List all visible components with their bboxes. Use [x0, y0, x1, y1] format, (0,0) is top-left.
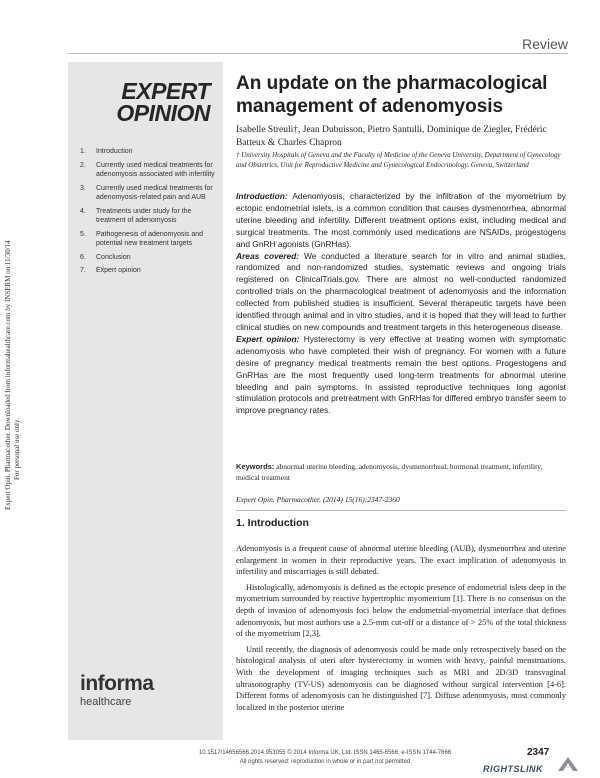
toc-number: 7. [80, 267, 86, 274]
toc-label: Currently used medical treatments for adenomyosis-related pain and AUB [96, 184, 213, 201]
paragraph: Until recently, the diagnosis of adenomyosis could be made only retrospectively based on the histological analysis of uteri after hysterectomy in women with heavy, painful menstruations. With the development of imaging techniques such as MRI and 2D/3D transvaginal ultrasonography (TV-US) adenomyosis can be diagnosed without surgical intervention [4-6]. Different forms of adenomyosis can be distinguished [7]. Diffuse adenomyosis, most commonly localized in the posterior uterine [236, 644, 566, 712]
table-of-contents [80, 147, 218, 280]
footer [175, 749, 475, 767]
journal-logo [98, 80, 210, 124]
toc-number: 4. [80, 207, 86, 215]
toc-number: 3. [80, 184, 86, 192]
header-rule [68, 53, 568, 54]
keywords-label: Keywords: [236, 462, 275, 471]
abstract-introduction [236, 191, 566, 251]
download-note-line2: For personal use only. [13, 418, 21, 480]
abstract-label: Introduction: [236, 191, 288, 201]
toc-label: Conclusion [96, 253, 131, 261]
authors: Isabelle Streuli†, Jean Dubuisson, Pietro Santulli, Dominique de Ziegler, Frédéric Batteux & Charles Chapron [236, 125, 547, 148]
publisher-subtitle: healthcare [80, 696, 132, 708]
abstract-label: Areas covered: [236, 250, 300, 261]
publisher-logo: informa [80, 672, 154, 695]
abstract-expert-opinion [236, 334, 566, 417]
abstract-label: Expert opinion: [236, 333, 300, 344]
page-number: 2347 [527, 747, 550, 758]
citation: Expert Opin. Pharmacother. (2014) 15(16):2347-2360 [236, 495, 400, 504]
logo-line1: EXPERT [121, 78, 210, 104]
toc-item[interactable] [80, 184, 218, 203]
toc-item[interactable] [80, 253, 218, 263]
toc-number: 6. [80, 253, 86, 261]
toc-number: 2. [80, 161, 86, 169]
footer-rights: All rights reserved: reproduction in whole or in part not permitted [239, 759, 411, 765]
toc-label: Expert opinion [96, 267, 141, 274]
download-note-line1: Expert Opin. Pharmacother. Downloaded from informahealthcare.com by INSERM on 11/30/14 [4, 240, 12, 510]
toc-item[interactable] [80, 266, 218, 276]
keywords [236, 462, 566, 483]
toc-item[interactable] [80, 230, 218, 249]
toc-item[interactable] [80, 207, 218, 226]
body-text [236, 543, 566, 717]
paragraph: Histologically, adenomyosis is defined as the ectopic presence of endometrial islets deep in the myometrium surrounded by reactive hypertrophic myometrium [1]. There is no consensus on the depth of invasion of adenomyosis foci below the endometrial-myometrial interface that defines adenomyosis, but most authors use a 2.5-mm cut-off or a distance of > 25% of the total thickness of the myometrium [2,3]. [236, 582, 566, 639]
paragraph: Adenomyosis is a frequent cause of abnormal uterine bleeding (AUB), dysmenorrhea and uterine enlargement in women in their reproductive years. The exact implication of adenomyosis in infertility and miscarriages is still debated. [236, 544, 566, 577]
toc-label: Introduction [96, 148, 133, 155]
rightslink-logo[interactable]: RIGHTSLINK [483, 764, 543, 774]
abstract-areas-covered [236, 251, 566, 334]
section-divider [236, 510, 566, 511]
abstract-text: We conducted a literature search for in vitro and animal studies, randomized and non-randomized studies, systematic reviews and ongoing trials registered on ClinicalTrials.gov. There are almost no well-conducted randomized controlled trials on the pharmacological treatment of adenomyosis and the information collected from published studies is insufficient. Several therapeutic targets have been identified through animal and in vitro studies, and it is hoped that they will lead to further clinical studies on new compounds and treatment targets in this heterogeneous disease. [236, 250, 566, 332]
footer-doi: 10.1517/14656566.2014.953055 © 2014 Informa UK, Ltd. ISSN 1465-6566, e-ISSN 1744-7666 [198, 750, 452, 756]
keywords-text: abnormal uterine bleeding, adenomyosis, dysmenorrheal, hormonal treatment, infertility, medical treatment [236, 462, 543, 482]
toc-number: 5. [80, 230, 86, 238]
logo-line2: OPINION [116, 100, 210, 126]
affiliation: † University Hospitals of Geneva and the Faculty of Medicine of the Geneva University, Department of Gynecology and Obstetrics, Unit for Reproductive Medicine and Gynecological Endocrinology, Geneva, Switzerland [236, 151, 561, 169]
abstract-text: Adenomyosis, characterized by the infiltration of the myometrium by ectopic endometrial islets, is a common condition that causes dysmenorrhea, abnormal uterine bleeding and infertility. Different treatment options exist, including medical and surgical treatments. The most commonly used medications are NSAIDs, progestogens and GnRH agonists (GnRHas). [236, 191, 566, 249]
section-label: Review [522, 36, 568, 52]
rightslink-icon [558, 757, 578, 771]
toc-item[interactable] [80, 161, 218, 180]
toc-label: Currently used medical treatments for adenomyosis associated with infertility [96, 161, 215, 178]
section-heading: 1. Introduction [236, 517, 309, 529]
toc-label: Pathogenesis of adenomyosis and potential new treatment targets [96, 230, 204, 247]
article-title: An update on the pharmacological management of adenomyosis [236, 73, 548, 117]
toc-number: 1. [80, 148, 86, 155]
abstract [236, 191, 566, 417]
toc-item[interactable] [80, 147, 218, 157]
toc-label: Treatments under study for the treatment of adenomyosis [96, 207, 192, 224]
abstract-text: Hysterectomy is very effective at treating women with symptomatic adenomyosis who have completed their wish of pregnancy. For women with a future desire of pregnancy medical treatments remain the best options. Progestogens and GnRHas are the most frequently used long-term treatments for abnormal uterine bleeding and pain symptoms. In assisted reproductive techniques long agonist stimulation protocols and pretreatment with GnRHas for differed embryo transfer seem to improve pregnancy rates. [236, 333, 566, 416]
